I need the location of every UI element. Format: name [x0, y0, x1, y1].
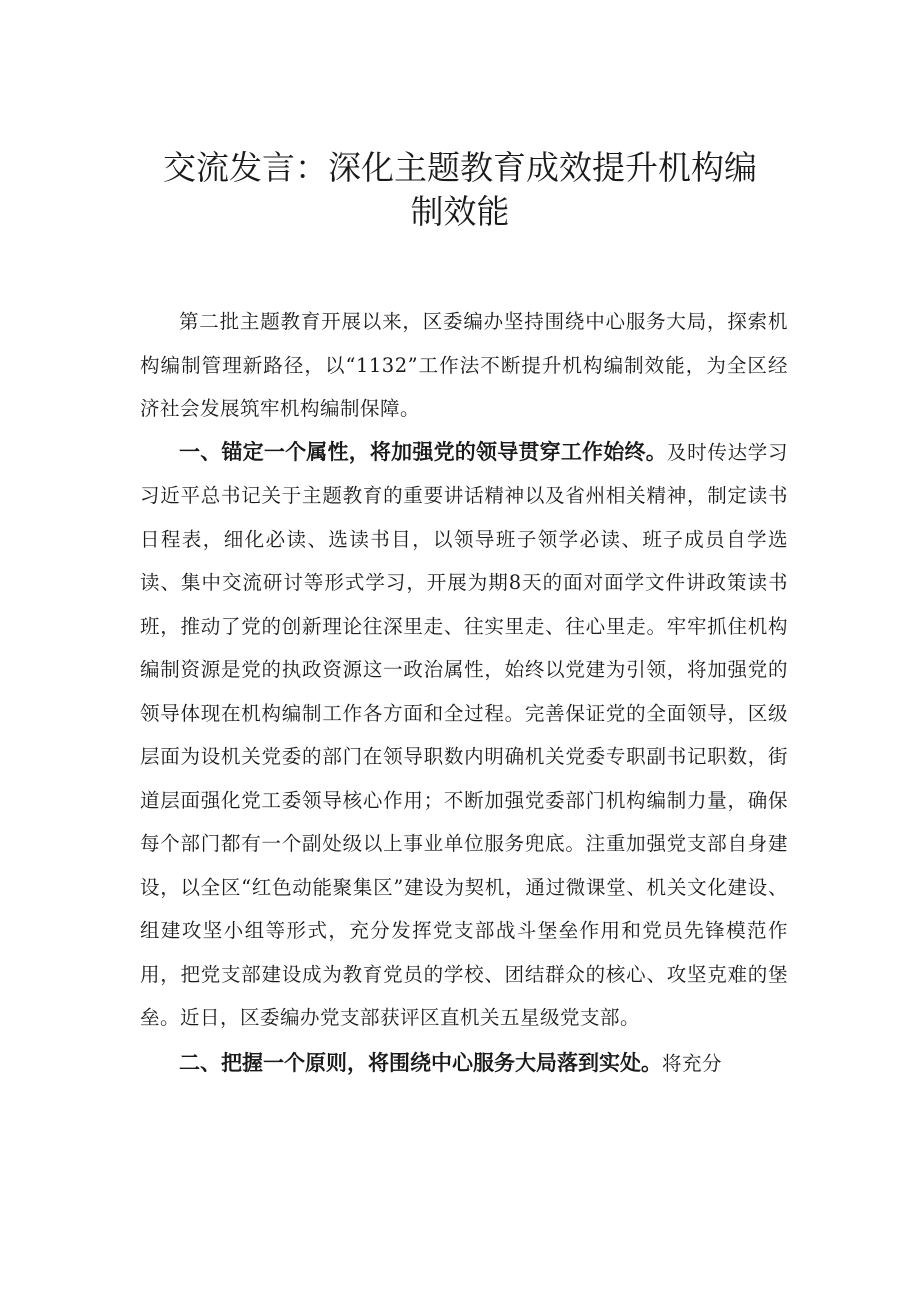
document-title-line-2: 制效能 [410, 192, 510, 231]
section-2-body: 将充分 [662, 1051, 723, 1075]
document-body [140, 300, 788, 1085]
section-1-paragraph [140, 431, 788, 1040]
section-2-paragraph [140, 1042, 788, 1086]
document-title-line-1: 交流发言：深化主题教育成效提升机构编 [163, 148, 757, 187]
section-1-heading: 一、锚定一个属性，将加强党的领导贯穿工作始终。 [179, 439, 667, 464]
section-2-heading: 二、把握一个原则，将围绕中心服务大局落到实处。 [179, 1050, 662, 1075]
intro-paragraph: 第二批主题教育开展以来，区委编办坚持围绕中心服务大局，探索机构编制管理新路径，以“1132”工作法不断提升机构编制效能，为全区经济社会发展筑牢机构编制保障。 [140, 310, 788, 420]
section-1-body: 及时传达学习习近平总书记关于主题教育的重要讲话精神以及省州相关精神，制定读书日程表，细化必读、选读书目，以领导班子领学必读、班子成员自学选读、集中交流研讨等形式学习，开展为期8天的面对面学文件讲政策读书班，推动了党的创新理论往深里走、往实里走、往心里走。牢牢抓住机构编制资源是党的执政资源这一政治属性，始终以党建为引领，将加强党的领导体现在机构编制工作各方面和全过程。完善保证党的全面领导，区级层面为设机关党委的部门在领导职数内明确机关党委专职副书记职数，街道层面强化党工委领导核心作用；不断加强党委部门机构编制力量，确保每个部门都有一个副处级以上事业单位服务兜底。注重加强党支部自身建设，以全区“红色动能聚集区”建设为契机，通过微课堂、机关文化建设、组建攻坚小组等形式，充分发挥党支部战斗堡垒作用和党员先锋模范作用，把党支部建设成为教育党员的学校、团结群众的核心、攻坚克难的堡垒。近日，区委编办党支部获评区直机关五星级党支部。 [140, 440, 788, 1029]
